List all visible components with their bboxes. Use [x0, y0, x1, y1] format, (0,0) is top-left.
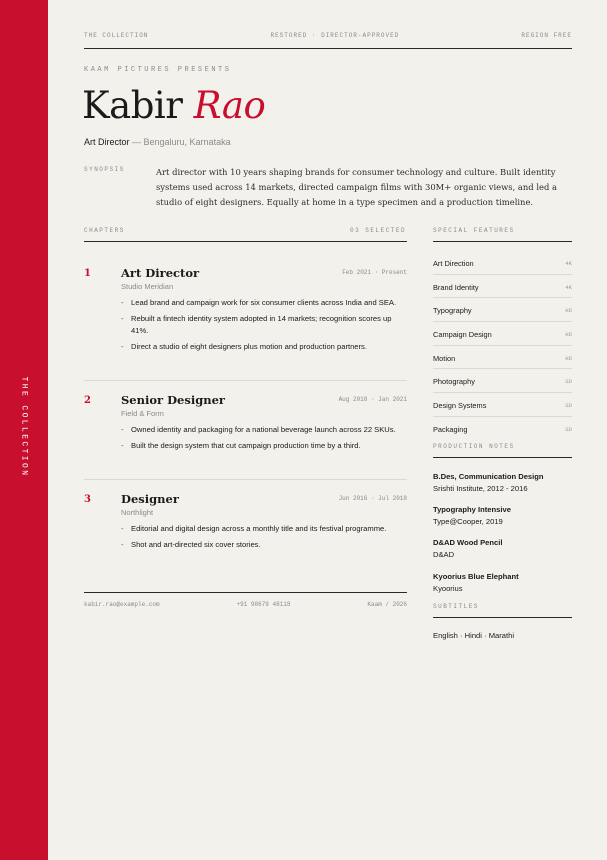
synopsis-text: Art director with 10 years shaping brands for consumer technology and culture. Built identity systems used across 14 markets, directed campaign films with 30M+ organic views, and led a studio of eight designers. Equally at home in a type specimen and a production timeline. [156, 167, 557, 207]
chapters-count: 03 SELECTED [350, 227, 407, 234]
skill-name: Art Direction [433, 259, 474, 268]
skill-level-badge: SD [565, 378, 572, 386]
contact-footer [84, 601, 407, 608]
topbar-center: RESTORED · DIRECTOR-APPROVED [270, 32, 400, 39]
education-item [433, 505, 572, 526]
location: — Bengaluru, Karnataka [129, 137, 231, 147]
top-rule [84, 48, 572, 49]
job-bullets [121, 523, 407, 555]
education-detail: Type@Cooper, 2019 [433, 517, 503, 526]
candidate-name [82, 84, 265, 127]
job-divider [84, 380, 407, 381]
education-title: B.Des, Communication Design [433, 472, 544, 481]
skill-name: Photography [433, 377, 475, 387]
skill-item [433, 393, 572, 417]
subtitles-label: SUBTITLES [433, 603, 479, 610]
skill-level-badge: SD [565, 402, 572, 410]
education-title: Typography Intensive [433, 505, 511, 514]
sidebar-title: THE COLLECTION [19, 376, 29, 478]
skill-level-badge: 4K [565, 260, 572, 267]
skills-list [433, 251, 572, 441]
skill-name: Brand Identity [433, 282, 479, 292]
job-bullet: - Built the design system that cut campaign production time by a third. [121, 440, 407, 452]
award-title: Kyoorius Blue Elephant [433, 572, 519, 581]
chapters-rule [84, 241, 407, 242]
skill-level-badge: HD [565, 354, 572, 362]
skill-name: Campaign Design [433, 330, 492, 340]
education-detail: Srishti Institute, 2012 - 2016 [433, 484, 528, 493]
skill-item [433, 251, 572, 275]
skill-name: Typography [433, 306, 472, 316]
topbar-left: THE COLLECTION [84, 32, 149, 39]
special-features-label: SPECIAL FEATURES [433, 227, 515, 234]
job-bullets [121, 297, 407, 357]
skill-name: Design Systems [433, 401, 487, 411]
subtitles-rule [433, 617, 572, 618]
job-company: Northlight [121, 508, 154, 517]
footer-rule [84, 592, 407, 593]
first-name: Kabir [82, 84, 183, 127]
skill-name: Packaging [433, 424, 468, 434]
chapters-label: CHAPTERS [84, 227, 125, 234]
production-notes-label: PRODUCTION NOTES [433, 443, 515, 450]
skill-name: Motion [433, 353, 456, 363]
sidebar-band [0, 0, 48, 860]
job-number: 3 [84, 494, 91, 505]
skill-level-badge: HD [565, 307, 572, 315]
job-title: Designer [121, 492, 179, 506]
job-bullets [121, 424, 407, 456]
special-features-rule [433, 241, 572, 242]
education-item [433, 472, 572, 493]
award-detail: D&AD [433, 550, 455, 559]
skill-item [433, 369, 572, 393]
job-company: Studio Meridian [121, 282, 174, 291]
phone-number: +91 98679 48118 [236, 601, 291, 608]
top-bar [84, 32, 572, 39]
award-detail: Kyoorius [433, 584, 463, 593]
role-title: Art Director [84, 137, 130, 147]
role-line [84, 137, 231, 147]
job-bullet: - Owned identity and packaging for a national beverage launch across 22 SKUs. [121, 424, 407, 436]
award-item [433, 572, 572, 593]
skill-level-badge: HD [565, 331, 572, 339]
job-title: Art Director [121, 266, 200, 280]
job-divider [84, 479, 407, 480]
job-bullet: - Lead brand and campaign work for six consumer clients across India and SEA. [121, 297, 407, 309]
job-bullet: - Editorial and digital design across a monthly title and its festival programme. [121, 523, 407, 535]
last-name: Rao [193, 84, 266, 127]
award-title: D&AD Wood Pencil [433, 538, 503, 547]
topbar-right: REGION FREE [521, 32, 572, 39]
job-dates: Jun 2016 · Jul 2018 [338, 495, 407, 502]
job-bullet: - Shot and art-directed six cover stories. [121, 539, 407, 551]
skill-item [433, 346, 572, 370]
footer-mark: Kaam / 2026 [367, 601, 407, 608]
job-dates: Feb 2021 · Present [342, 269, 407, 276]
production-notes-rule [433, 457, 572, 458]
job-title: Senior Designer [121, 393, 225, 407]
skill-item [433, 298, 572, 322]
skill-item [433, 322, 572, 346]
job-dates: Aug 2018 · Jan 2021 [338, 396, 407, 403]
job-bullet: - Direct a studio of eight designers plus motion and production partners. [121, 341, 407, 353]
skill-item [433, 417, 572, 441]
email-link[interactable]: kabir.rao@example.com [84, 601, 160, 608]
job-number: 1 [84, 268, 91, 279]
presents-line: KAAM PICTURES PRESENTS [84, 66, 232, 74]
award-item [433, 538, 572, 559]
job-number: 2 [84, 395, 91, 406]
synopsis-label: SYNOPSIS [84, 166, 125, 173]
languages: English · Hindi · Marathi [433, 631, 515, 640]
job-bullet: - Rebuilt a fintech identity system adopted in 14 markets; recognition scores up 41%. [121, 313, 407, 337]
skill-item [433, 275, 572, 299]
skill-level-badge: 4K [565, 283, 572, 291]
skill-level-badge: SD [565, 425, 572, 433]
job-company: Field & Form [121, 409, 164, 418]
